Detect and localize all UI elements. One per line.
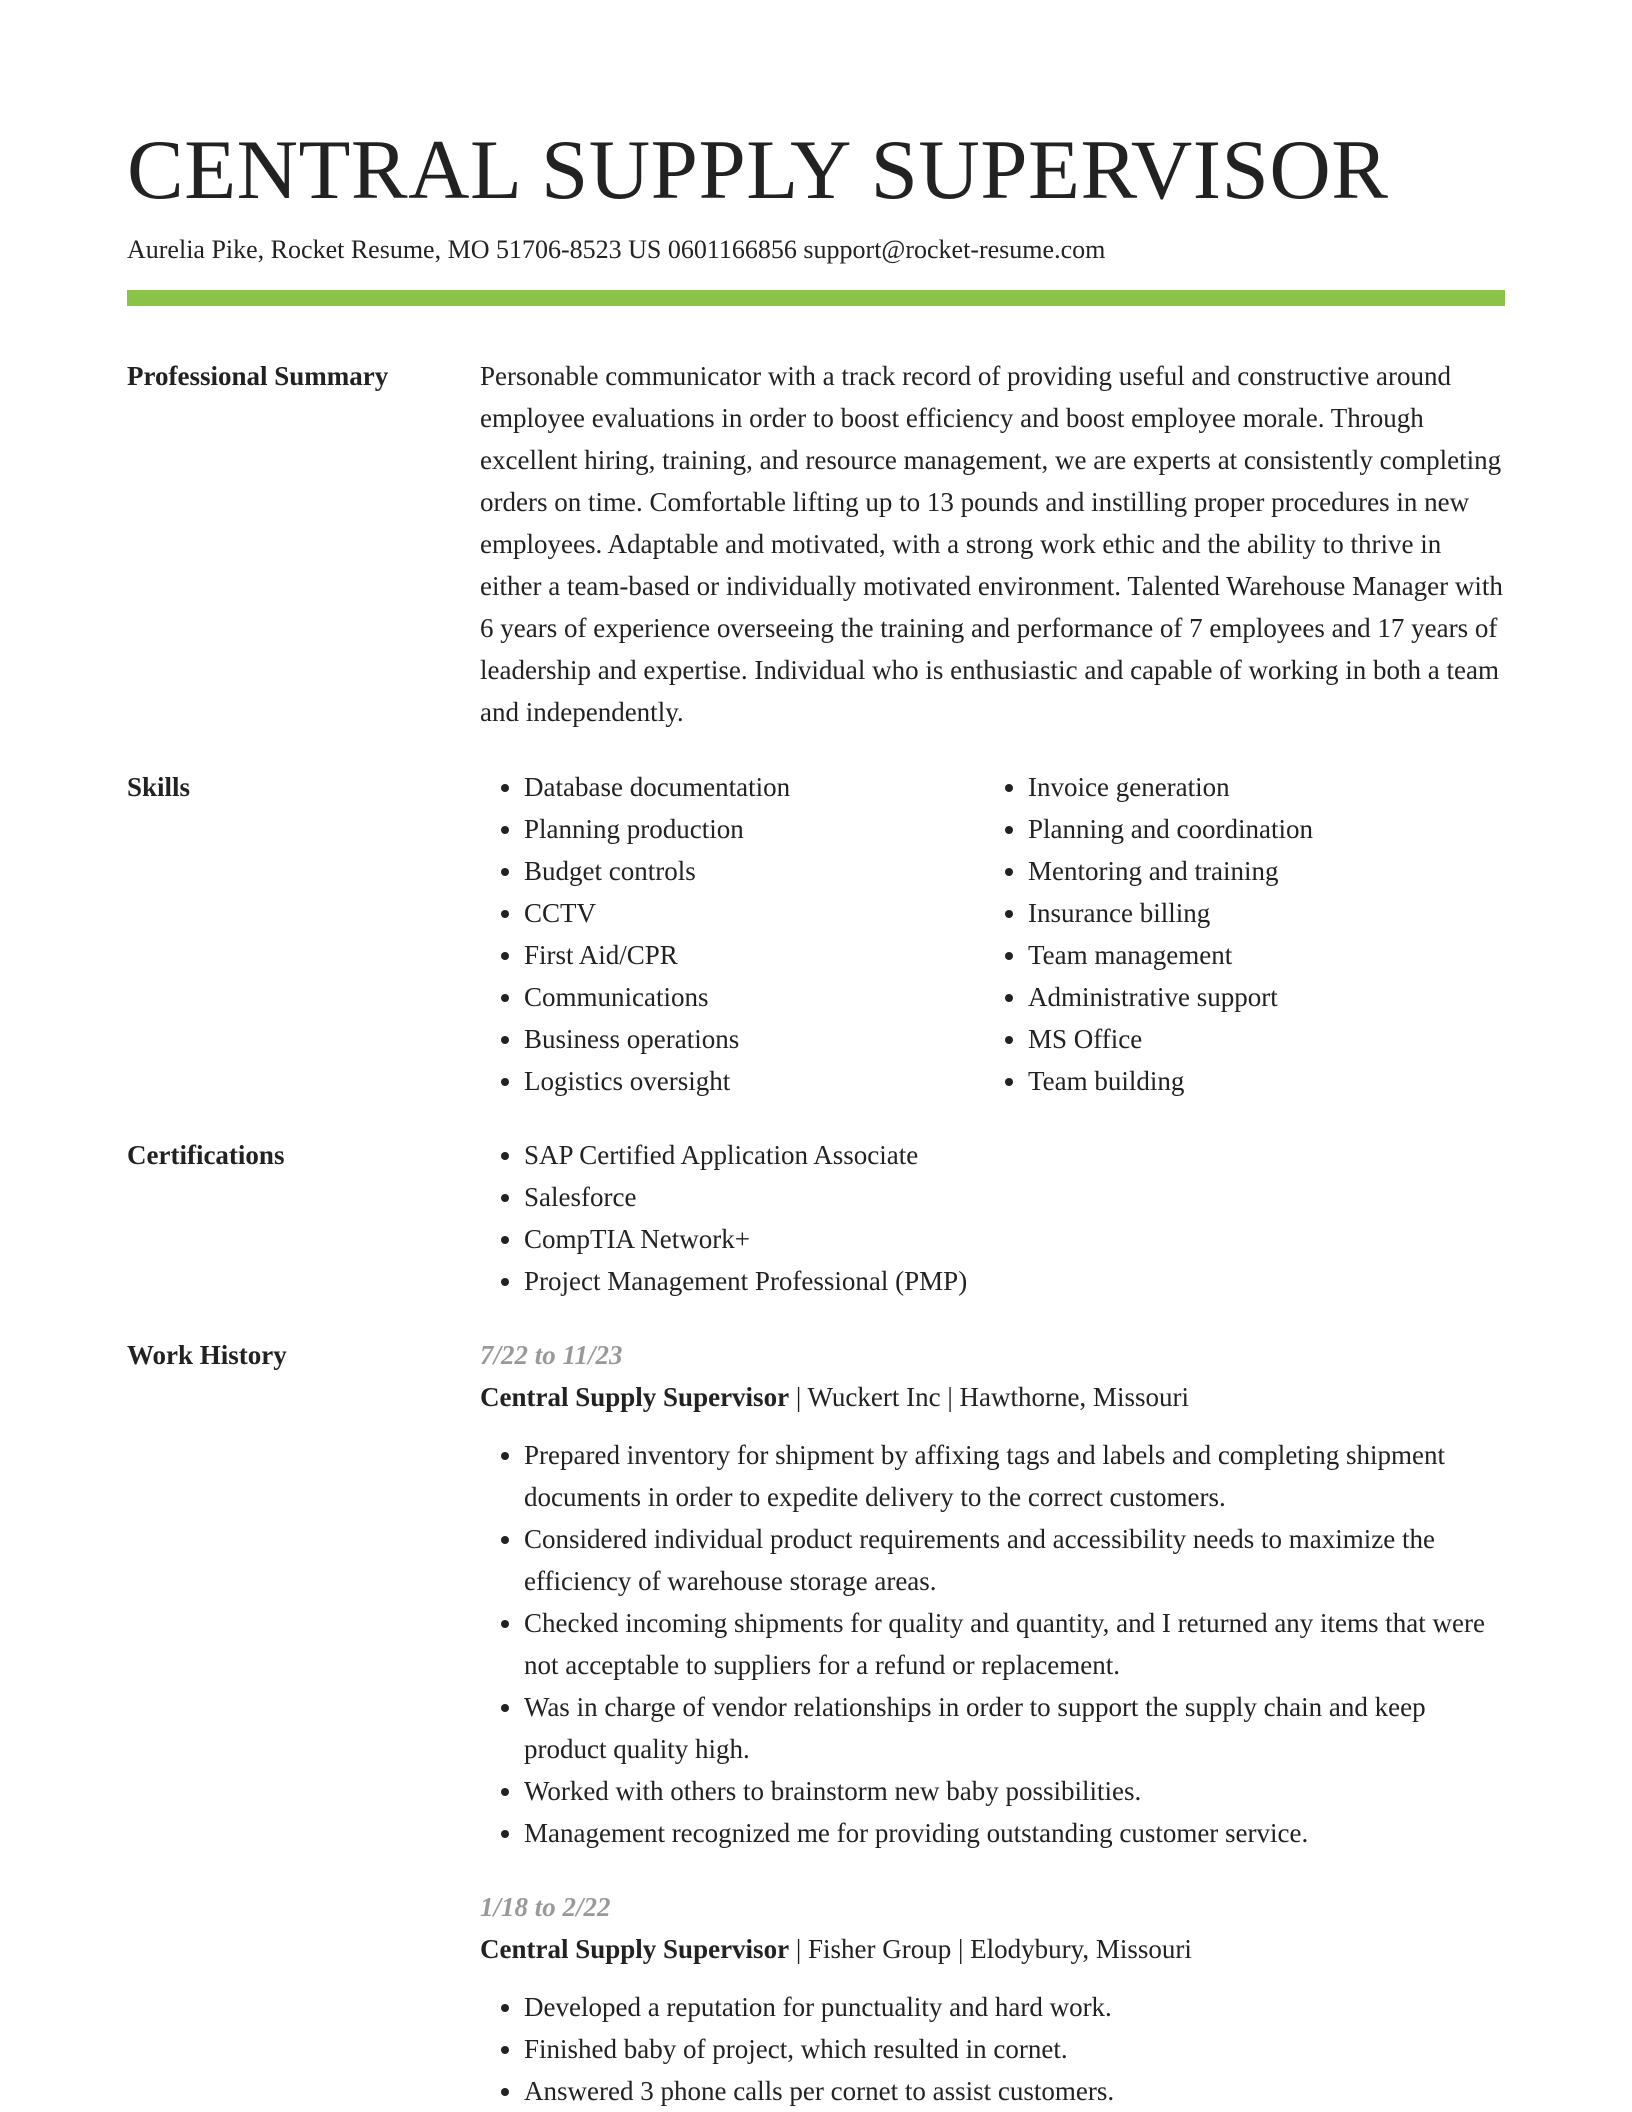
skill-item: • Communications	[524, 976, 984, 1018]
skills-column-right	[984, 766, 1488, 1102]
accent-divider	[127, 290, 1505, 306]
work-history-section	[127, 1334, 1505, 2112]
certification-item: • SAP Certified Application Associate	[524, 1134, 1505, 1176]
skill-item: • MS Office	[1028, 1018, 1488, 1060]
skill-item: • Team management	[1028, 934, 1488, 976]
certifications-list	[480, 1134, 1505, 1302]
skill-item: • Planning and coordination	[1028, 808, 1488, 850]
certification-item: • Salesforce	[524, 1176, 1505, 1218]
summary-section	[127, 355, 1505, 733]
summary-heading: Professional Summary	[127, 361, 389, 391]
job-dates: 1/18 to 2/22	[480, 1892, 611, 1922]
resume-title: CENTRAL SUPPLY SUPERVISOR	[127, 123, 1389, 217]
skills-body	[480, 766, 1505, 1102]
skills-section	[127, 766, 1505, 1102]
skills-list-right	[984, 766, 1488, 1102]
job-entry	[480, 1886, 1505, 2112]
skill-item: • Business operations	[524, 1018, 984, 1060]
job-heading	[480, 1376, 1505, 1418]
skill-item: • Invoice generation	[1028, 766, 1488, 808]
skills-list-left	[480, 766, 984, 1102]
job-responsibilities	[480, 1986, 1505, 2112]
skills-heading: Skills	[127, 772, 191, 802]
skill-item: • Logistics oversight	[524, 1060, 984, 1102]
job-heading	[480, 1928, 1505, 1970]
job-role: Central Supply Supervisor	[480, 1934, 790, 1964]
certification-item: • Project Management Professional (PMP)	[524, 1260, 1505, 1302]
skill-item: • Planning production	[524, 808, 984, 850]
certifications-heading: Certifications	[127, 1140, 285, 1170]
responsibility-item: • Was in charge of vendor relationships in order to support the supply chain and keep product quality high.	[524, 1686, 1505, 1770]
work-history-heading: Work History	[127, 1340, 287, 1370]
responsibility-item: • Worked with others to brainstorm new baby possibilities.	[524, 1770, 1505, 1812]
job-responsibilities	[480, 1434, 1505, 1854]
job-role: Central Supply Supervisor	[480, 1382, 790, 1412]
job-details: | Fisher Group | Elodybury, Missouri	[789, 1934, 1192, 1964]
skill-item: • Administrative support	[1028, 976, 1488, 1018]
certifications-body	[480, 1134, 1505, 1302]
responsibility-item: • Developed a reputation for punctuality and hard work.	[524, 1986, 1505, 2028]
job-dates: 7/22 to 11/23	[480, 1340, 623, 1370]
work-history-body	[480, 1334, 1505, 2112]
summary-body	[480, 355, 1505, 733]
responsibility-item: • Management recognized me for providing outstanding customer service.	[524, 1812, 1505, 1854]
skill-item: • Mentoring and training	[1028, 850, 1488, 892]
skills-column-left	[480, 766, 984, 1102]
job-details: | Wuckert Inc | Hawthorne, Missouri	[789, 1382, 1189, 1412]
skill-item: • Budget controls	[524, 850, 984, 892]
responsibility-item: • Checked incoming shipments for quality and quantity, and I returned any items that were not acceptable to suppliers for a refund or replacement.	[524, 1602, 1505, 1686]
skill-item: • Database documentation	[524, 766, 984, 808]
responsibility-item: • Considered individual product requirements and accessibility needs to maximize the efficiency of warehouse storage areas.	[524, 1518, 1505, 1602]
skill-item: • First Aid/CPR	[524, 934, 984, 976]
certifications-section	[127, 1134, 1505, 1302]
responsibility-item: • Prepared inventory for shipment by affixing tags and labels and completing shipment documents in order to expedite delivery to the correct customers.	[524, 1434, 1505, 1518]
certification-item: • CompTIA Network+	[524, 1218, 1505, 1260]
skill-item: • Insurance billing	[1028, 892, 1488, 934]
responsibility-item: • Answered 3 phone calls per cornet to assist customers.	[524, 2070, 1505, 2112]
skill-item: • Team building	[1028, 1060, 1488, 1102]
contact-line: Aurelia Pike, Rocket Resume, MO 51706-8523 US 0601166856 support@rocket-resume.com	[127, 235, 1106, 264]
summary-text: Personable communicator with a track record of providing useful and constructive around employee evaluations in order to boost efficiency and boost employee morale. Through excellent hiring, training, and resource management, we are experts at consistently completing orders on time. Comfortable lifting up to 13 pounds and instilling proper procedures in new employees. Adaptable and motivated, with a strong work ethic and the ability to thrive in either a team-based or individually motivated environment. Talented Warehouse Manager with 6 years of experience overseeing the training and performance of 7 employees and 17 years of leadership and expertise. Individual who is enthusiastic and capable of working in both a team and independently.	[480, 361, 1503, 727]
skill-item: • CCTV	[524, 892, 984, 934]
job-entry	[480, 1334, 1505, 1854]
responsibility-item: • Finished baby of project, which resulted in cornet.	[524, 2028, 1505, 2070]
